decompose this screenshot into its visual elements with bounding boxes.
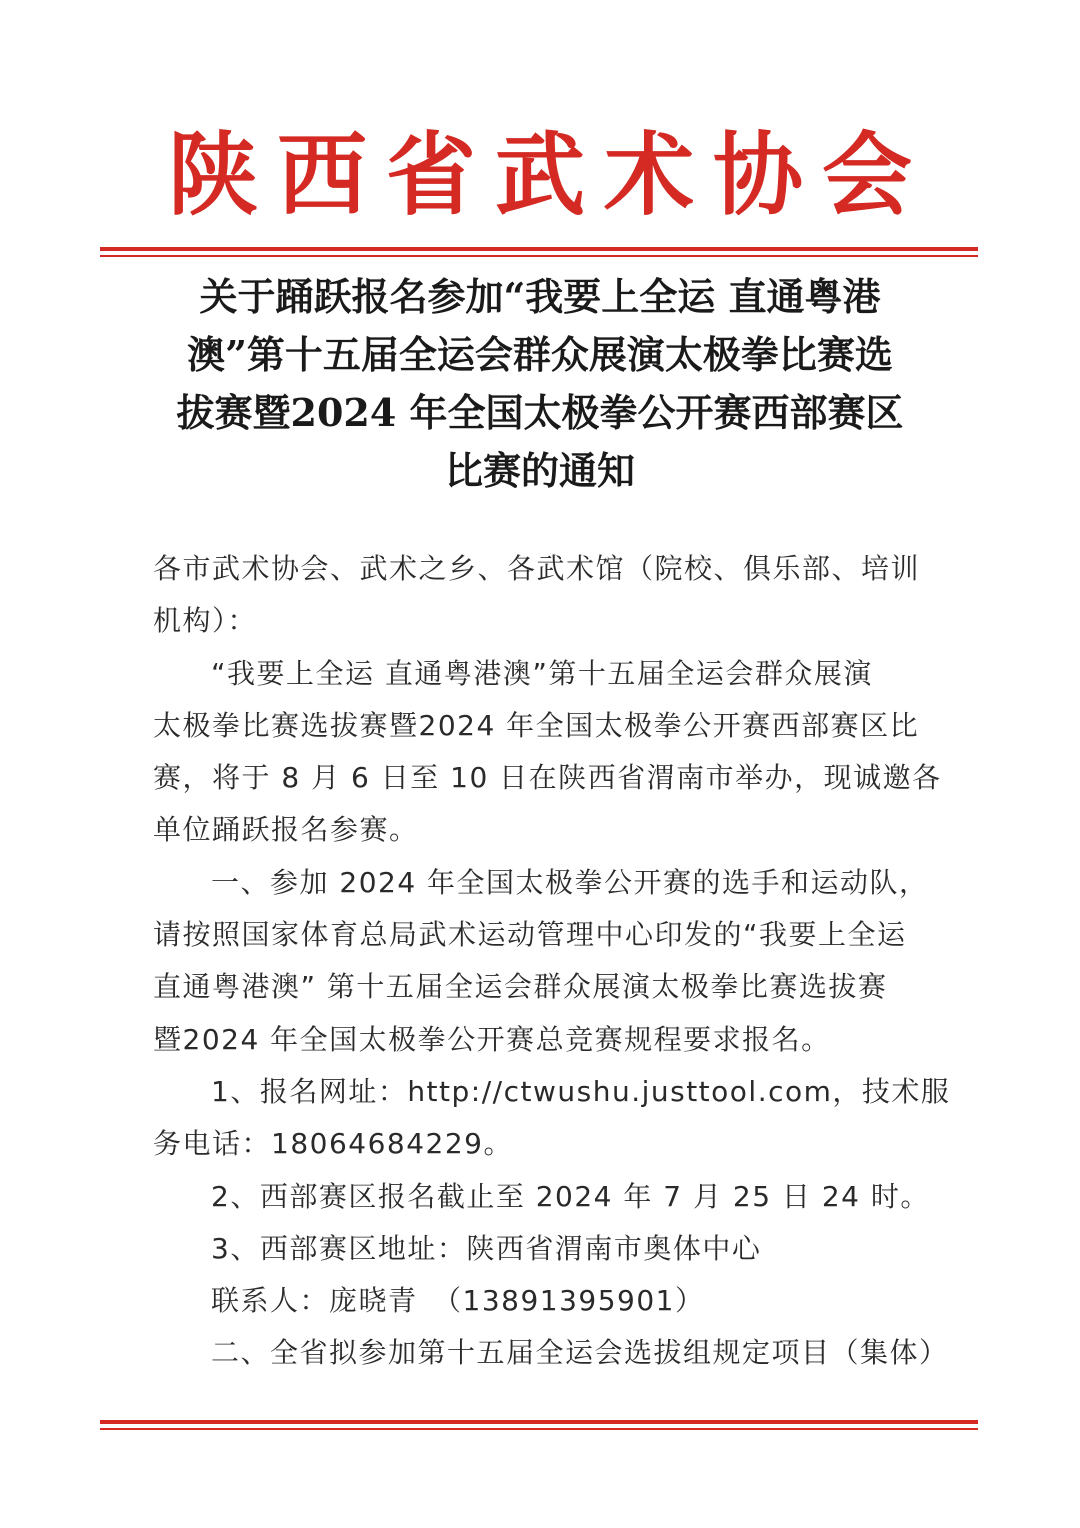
title-line: 比赛的通知 — [444, 448, 635, 493]
letterhead-char: 协 — [713, 122, 803, 228]
letterhead-char: 西 — [277, 122, 367, 228]
phone-line: 务电话：18064684229。 — [153, 1127, 513, 1161]
body-line: “我要上全运 直通粤港澳”第十五届全运会群众展演 — [211, 656, 873, 690]
letterhead-char: 会 — [822, 122, 912, 228]
rule-thick-line — [100, 1420, 978, 1424]
letterhead-top-rule — [100, 247, 978, 257]
footer-rule — [100, 1420, 978, 1430]
venue-line: 3、西部赛区地址：陕西省渭南市奥体中心 — [211, 1231, 762, 1265]
notice-title — [100, 268, 980, 500]
body-line: 单位踊跃报名参赛。 — [153, 813, 419, 847]
rule-thin-line — [100, 1428, 978, 1430]
addressee-line: 机构）： — [153, 604, 258, 638]
letterhead-char: 术 — [604, 122, 694, 228]
body-line: 赛，将于 8 月 6 日至 10 日在陕西省渭南市举办，现诚邀各 — [153, 761, 942, 795]
contact-line: 联系人：庞晓青 （13891395901） — [211, 1284, 705, 1318]
title-line: 拔赛暨2024 年全国太极拳公开赛西部赛区 — [176, 390, 904, 435]
letterhead-org-name — [100, 120, 980, 230]
body-line: 一、参加 2024 年全国太极拳公开赛的选手和运动队， — [211, 865, 929, 899]
body-line: 二、全省拟参加第十五届全运会选拔组规定项目（集体） — [211, 1336, 949, 1370]
body-line: 请按照国家体育总局武术运动管理中心印发的“我要上全运 — [153, 918, 907, 952]
addressee-line: 各市武术协会、武术之乡、各武术馆（院校、俱乐部、培训 — [153, 552, 921, 585]
deadline-line: 2、西部赛区报名截止至 2024 年 7 月 25 日 24 时。 — [211, 1179, 930, 1213]
rule-thin-line — [100, 255, 978, 257]
body-line: 太极拳比赛选拔赛暨2024 年全国太极拳公开赛西部赛区比 — [153, 708, 920, 742]
registration-url-line: 1、报名网址：http://ctwushu.justtool.com，技术服 — [211, 1074, 951, 1108]
letterhead-char: 省 — [386, 122, 476, 228]
body-line: 直通粤港澳” 第十五届全运会群众展演太极拳比赛选拔赛 — [153, 970, 888, 1004]
title-line: 关于踊跃报名参加“我要上全运 直通粤港 — [199, 274, 881, 319]
notice-body — [153, 543, 951, 1380]
rule-thick-line — [100, 247, 978, 251]
letterhead-char: 陕 — [168, 122, 258, 228]
body-line: 暨2024 年全国太极拳公开赛总竞赛规程要求报名。 — [153, 1022, 831, 1056]
title-line: 澳”第十五届全运会群众展演太极拳比赛选 — [187, 332, 893, 377]
letterhead-char: 武 — [495, 122, 585, 228]
